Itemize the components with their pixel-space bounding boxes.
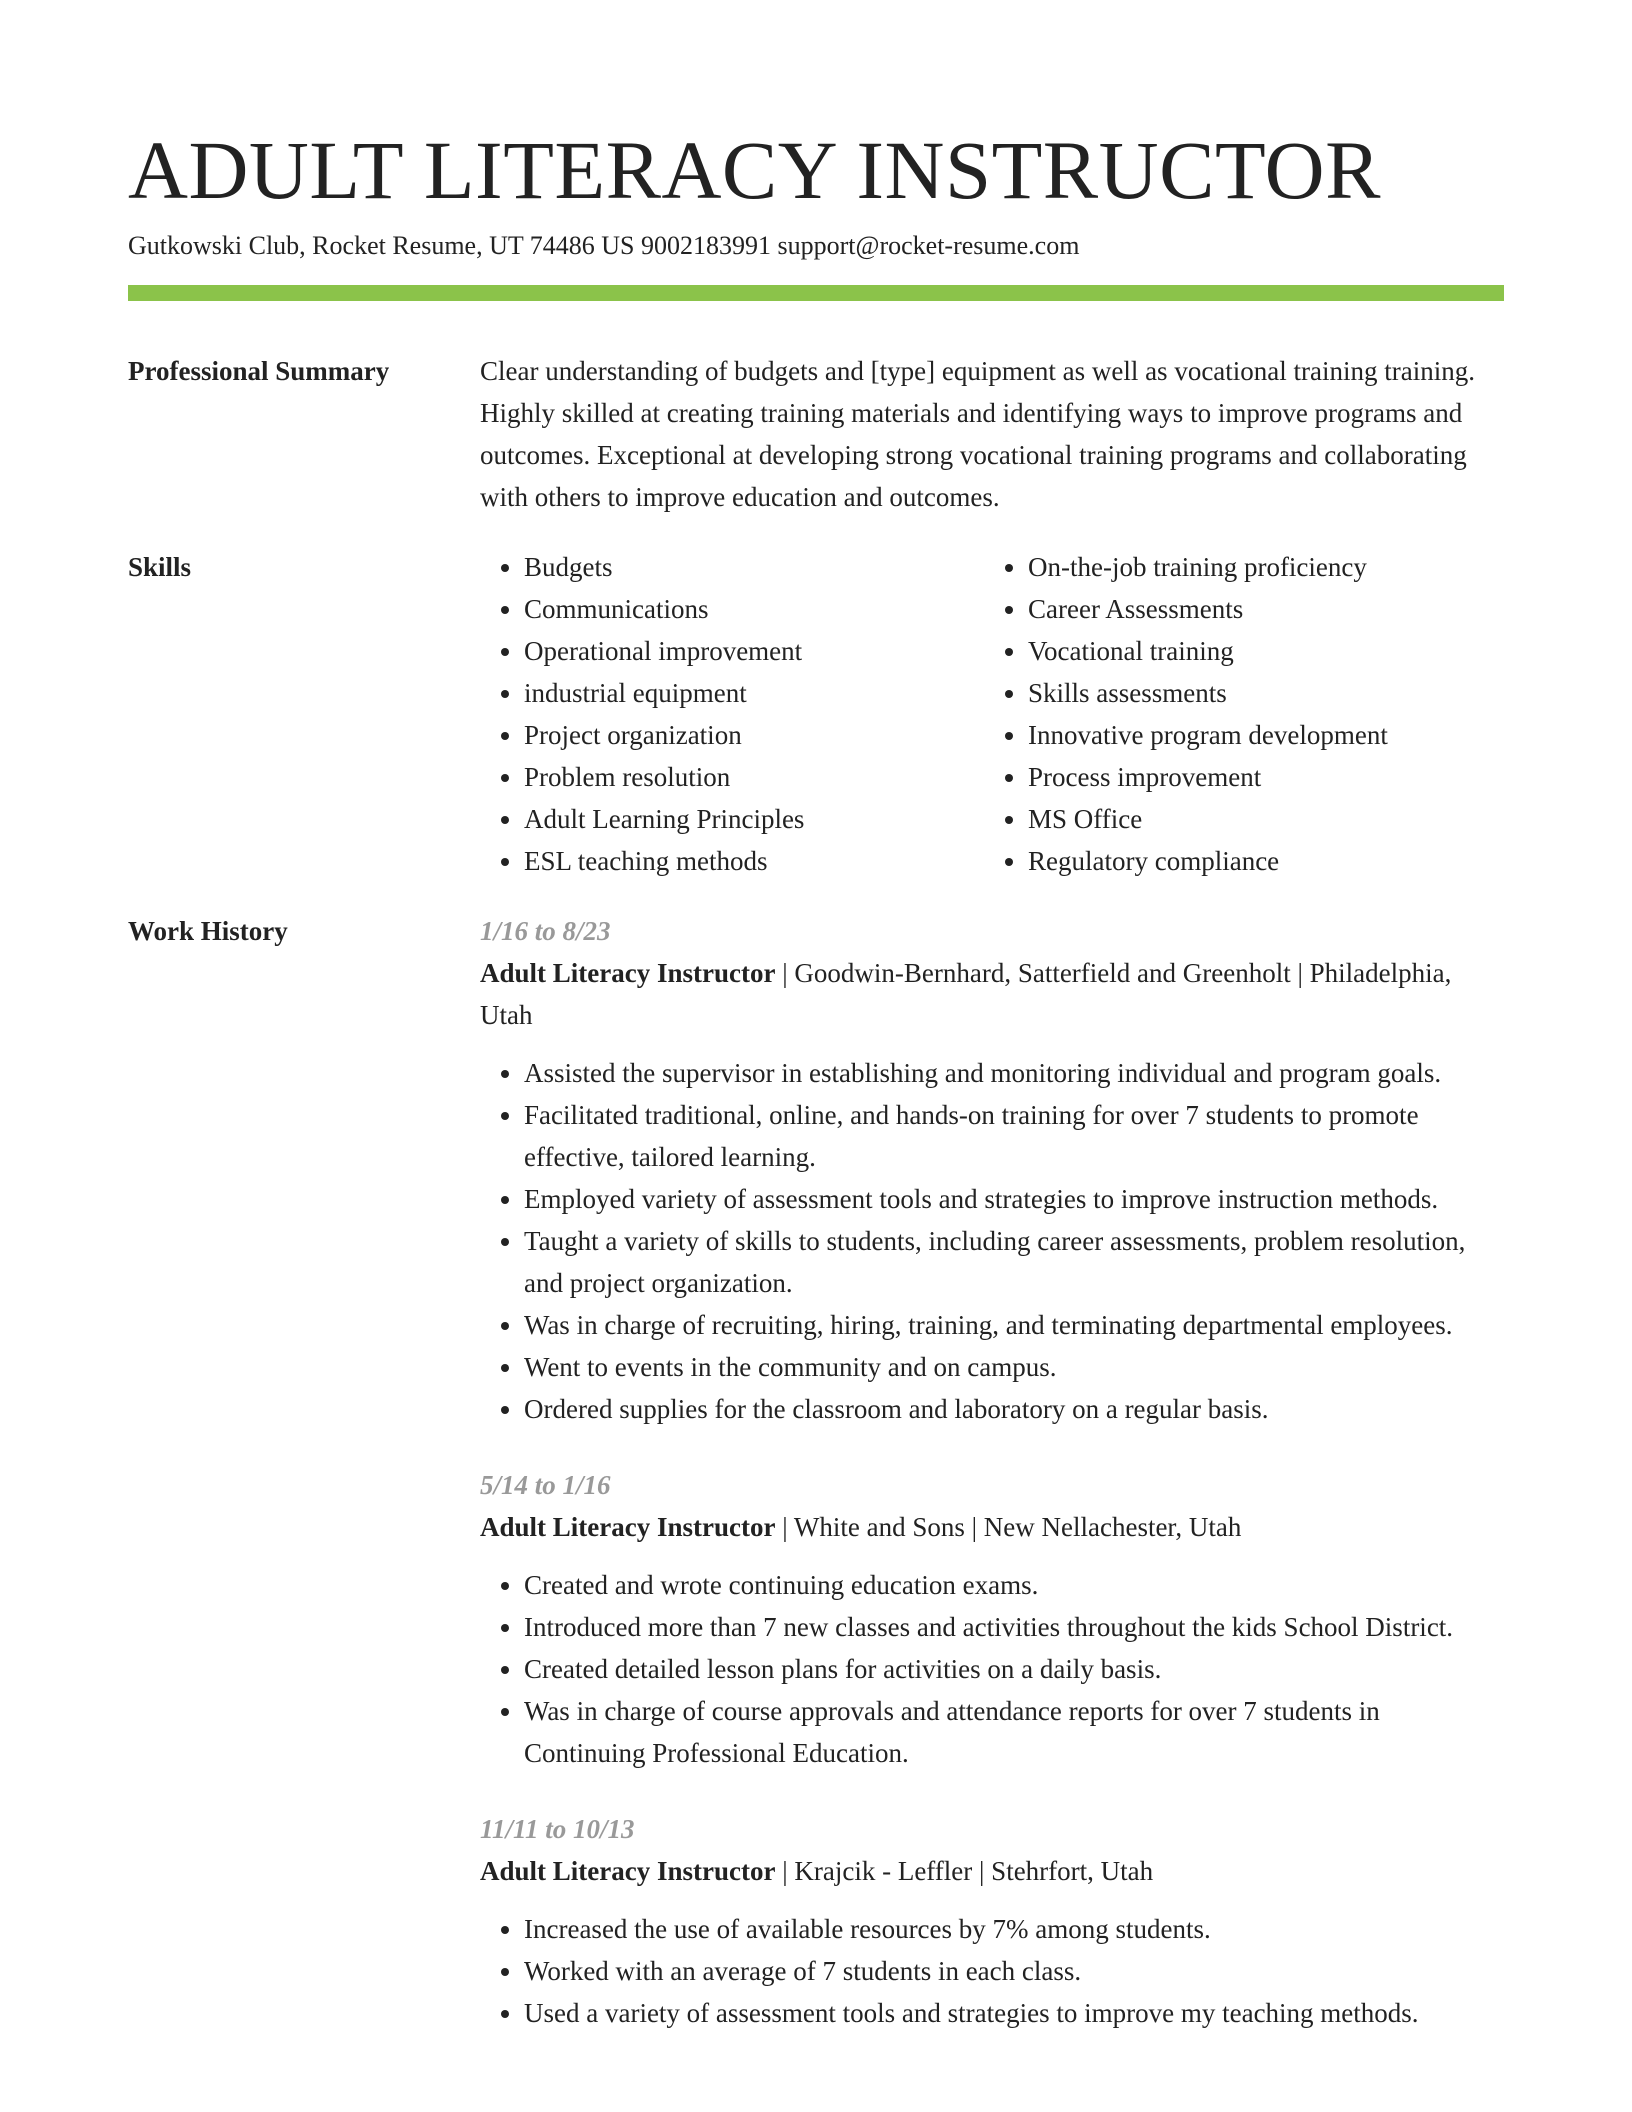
job-bullet: • Went to events in the community and on campus.	[524, 1346, 1504, 1388]
resume-header	[128, 120, 1504, 264]
job-bullets	[480, 1908, 1504, 2034]
skill-item: • On-the-job training proficiency	[1028, 546, 1488, 588]
skill-item: • Problem resolution	[524, 756, 984, 798]
job-bullet: • Worked with an average of 7 students in each class.	[524, 1950, 1504, 1992]
job-entry	[480, 1464, 1504, 1774]
skill-item: • Adult Learning Principles	[524, 798, 984, 840]
section-label: Professional Summary	[128, 356, 390, 386]
job-title: Adult Literacy Instructor	[480, 958, 776, 988]
job-bullet: • Was in charge of recruiting, hiring, training, and terminating departmental employees.	[524, 1304, 1504, 1346]
skill-item: • Vocational training	[1028, 630, 1488, 672]
job-employer-location: | White and Sons | New Nellachester, Utah	[775, 1512, 1242, 1542]
job-bullet: • Facilitated traditional, online, and hands-on training for over 7 students to promote effective, tailored learning.	[524, 1094, 1504, 1178]
section-label: Skills	[128, 552, 192, 582]
job-bullet: • Employed variety of assessment tools and strategies to improve instruction methods.	[524, 1178, 1504, 1220]
section-body	[480, 910, 1504, 2068]
candidate-name: ADULT LITERACY INSTRUCTOR	[128, 124, 1381, 216]
job-employer-location: | Goodwin-Bernhard, Satterfield and Greenholt | Philadelphia, Utah	[480, 958, 1452, 1030]
section-body	[480, 546, 1504, 882]
resume-content	[128, 350, 1504, 2068]
skill-item: • MS Office	[1028, 798, 1488, 840]
job-bullet: • Created and wrote continuing education exams.	[524, 1564, 1504, 1606]
section-label: Work History	[128, 916, 288, 946]
job-entry	[480, 910, 1504, 1430]
job-entry	[480, 1808, 1504, 2034]
skills-section	[128, 546, 1504, 882]
skill-item: • Skills assessments	[1028, 672, 1488, 714]
job-bullets	[480, 1052, 1504, 1430]
job-dates: 11/11 to 10/13	[480, 1814, 635, 1844]
section-body	[480, 350, 1504, 518]
work-history-section	[128, 910, 1504, 2068]
job-title-line	[480, 952, 1504, 1036]
accent-divider	[128, 285, 1504, 301]
job-title: Adult Literacy Instructor	[480, 1856, 776, 1886]
contact-line: Gutkowski Club, Rocket Resume, UT 74486 US 9002183991 support@rocket-resume.com	[128, 231, 1080, 260]
skill-item: • Career Assessments	[1028, 588, 1488, 630]
skill-item: • Regulatory compliance	[1028, 840, 1488, 882]
skill-item: • Communications	[524, 588, 984, 630]
job-bullet: • Ordered supplies for the classroom and laboratory on a regular basis.	[524, 1388, 1504, 1430]
job-bullet: • Taught a variety of skills to students, including career assessments, problem resolution, and project organization.	[524, 1220, 1504, 1304]
job-dates: 5/14 to 1/16	[480, 1470, 611, 1500]
job-employer-location: | Krajcik - Leffler | Stehrfort, Utah	[775, 1856, 1154, 1886]
job-bullet: • Used a variety of assessment tools and strategies to improve my teaching methods.	[524, 1992, 1504, 2034]
skill-item: • Process improvement	[1028, 756, 1488, 798]
skills-list-right	[984, 546, 1488, 882]
job-title-line	[480, 1850, 1504, 1892]
job-dates: 1/16 to 8/23	[480, 916, 611, 946]
skill-item: • industrial equipment	[524, 672, 984, 714]
professional-summary-section	[128, 350, 1504, 518]
job-bullet: • Created detailed lesson plans for activities on a daily basis.	[524, 1648, 1504, 1690]
job-bullet: • Assisted the supervisor in establishing and monitoring individual and program goals.	[524, 1052, 1504, 1094]
skills-columns	[480, 546, 1504, 882]
job-title: Adult Literacy Instructor	[480, 1512, 776, 1542]
job-bullet: • Increased the use of available resources by 7% among students.	[524, 1908, 1504, 1950]
skill-item: • Operational improvement	[524, 630, 984, 672]
job-title-line	[480, 1506, 1504, 1548]
job-bullets	[480, 1564, 1504, 1774]
skills-list-left	[480, 546, 984, 882]
skill-item: • Project organization	[524, 714, 984, 756]
summary-text: Clear understanding of budgets and [type] equipment as well as vocational training training. Highly skilled at creating training materials and identifying ways to improve programs and outcomes. Exceptional at developing strong vocational training programs and collaborating with others to improve education and outcomes.	[480, 356, 1475, 512]
job-bullet: • Introduced more than 7 new classes and activities throughout the kids School District.	[524, 1606, 1504, 1648]
skill-item: • Budgets	[524, 546, 984, 588]
job-bullet: • Was in charge of course approvals and attendance reports for over 7 students in Continuing Professional Education.	[524, 1690, 1504, 1774]
skill-item: • ESL teaching methods	[524, 840, 984, 882]
skill-item: • Innovative program development	[1028, 714, 1488, 756]
